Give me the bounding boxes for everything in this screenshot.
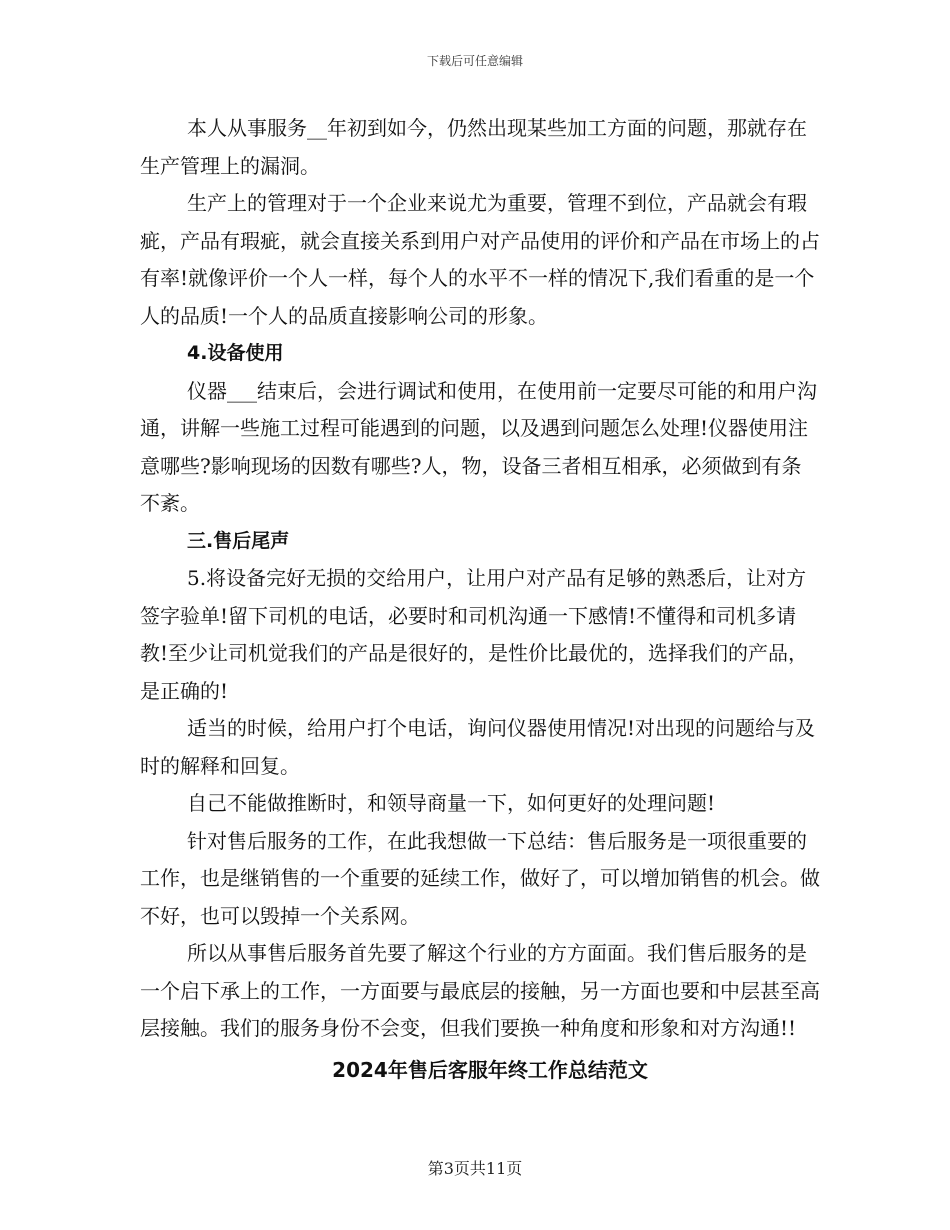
paragraph-understand-industry: 所以从事售后服务首先要了解这个行业的方方面面。我们售后服务的是一个启下承上的工作，一方面要与最底层的接触，另一方面也要和中层甚至高层接触。我们的服务身份不会变，但我们要换一种角度和形象和对方沟通!! [140, 941, 820, 1040]
section-heading-after-sales-end: 三.售后尾声 [187, 529, 290, 552]
page-header-note: 下载后可任意编辑 [426, 54, 523, 68]
next-document-title: 2024年售后客服年终工作总结范文 [332, 1057, 648, 1082]
page-number: 第3页共11页 [427, 1159, 523, 1178]
paragraph-equipment-use: 仪器___结束后，会进行调试和使用，在使用前一定要尽可能的和用户沟通，讲解一些施工过程可能遇到的问题，以及遇到问题怎么处理!仪器使用注意哪些?影响现场的因数有哪些?人，物，设备三者相互相承，必须做到有条不紊。 [140, 378, 817, 515]
paragraph-summary: 针对售后服务的工作，在此我想做一下总结：售后服务是一项很重要的工作，也是继销售的一个重要的延续工作，做好了，可以增加销售的机会。做不好，也可以毁掉一个关系网。 [140, 828, 820, 928]
paragraph-consult-leader: 自己不能做推断时，和领导商量一下，如何更好的处理问题! [187, 791, 716, 815]
document-body [140, 110, 820, 1089]
paragraph-handover: 5.将设备完好无损的交给用户，让用户对产品有足够的熟悉后，让对方签字验单!留下司机的电话，必要时和司机沟通一下感情!不懂得和司机多请教!至少让司机觉我们的产品是很好的，是性价比最优的，选择我们的产品，是正确的! [140, 566, 809, 703]
section-heading-equipment-use: 4.设备使用 [187, 342, 284, 364]
paragraph-production-issues: 本人从事服务__年初到如今，仍然出现某些加工方面的问题，那就存在生产管理上的漏洞。 [140, 116, 807, 178]
paragraph-management-importance: 生产上的管理对于一个企业来说尤为重要，管理不到位，产品就会有瑕疵，产品有瑕疵，就会直接关系到用户对产品使用的评价和产品在市场上的占有率!就像评价一个人一样，每个人的水平不一样的情况下,我们看重的是一个人的品质!一个人的品质直接影响公司的形象。 [140, 191, 820, 328]
paragraph-follow-up-call: 适当的时候，给用户打个电话，询问仪器使用情况!对出现的问题给与及时的解释和回复。 [140, 716, 816, 778]
